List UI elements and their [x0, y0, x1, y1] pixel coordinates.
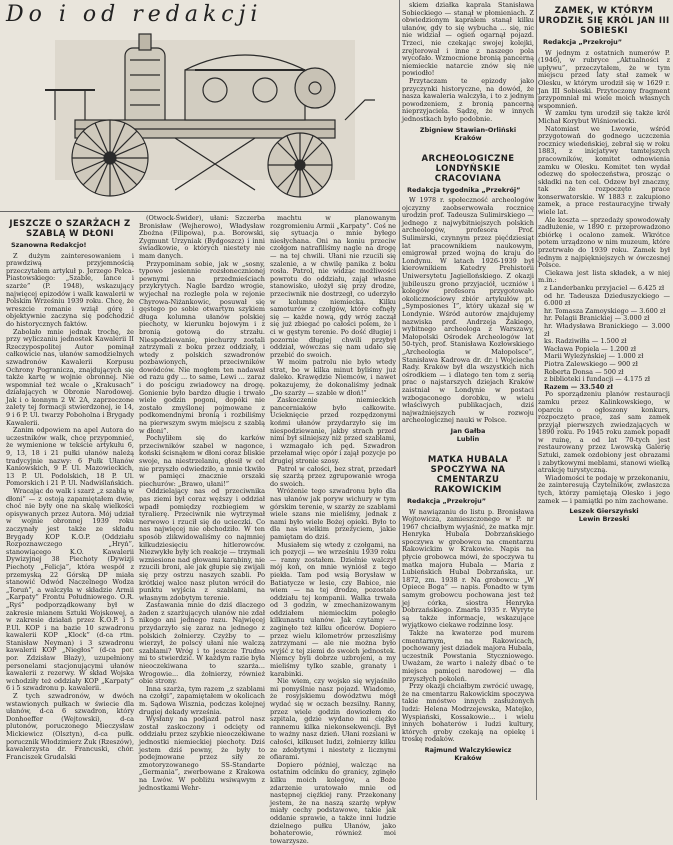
article-paragraph: Nie wiem, czy wojsko się wyjaśniło mi pomyślnie nasz pojazd. Wiadomo, że rosyjskiemu dowództwu mógł wydać się w oczach bezsilny. Ranny, przez wiele godzin dowiozłem do szpitala, gdzie wydano mi ciężko rannemu kilka niekonsekwencji. Był to ważny nasz dzień. Ułani rozsiani w całości, kilkuset ludzi, żołnierzy kilku ze zdobytymi i niestety z licznymi ofiarami.: [270, 677, 396, 762]
article-paragraph: Z tych szwadronów, w dwóch wstawionych pułkach w świecie dla ułanów, d-ca 6 szwadron, który Donhoeffer (Wejtowski), d-ca plutonów, poruczonego Mieczysław Mickiewicz (Olsztyn), d-ca pułk. porucznik Włodzimierz Żuk (Rzeszów), kawalerzysta dr. Francuski, chór. Franciszek Grudalski: [6, 692, 135, 761]
article-column-3: [270, 214, 396, 845]
article-paragraph: Przytaczam te epizody jako przyczynki historyczne, na dowód, że nasza kawaleria walczyła, i to z jednym powodzeniem, z bronią pancerną nieprzyjaciela. Sądzę, że w innych jednostkach było podobnie.: [402, 76, 534, 123]
article-paragraph: Wróżenie tego szwadronu było dla nas ułanów jak poryw wichury w tym górskim terenie, w szarży ze szablami wiele szans nie mieliśmy, jednak z nami było wiele Bożej opieki. Było to dla nas wielkim przeżyciem, jakie pamiętam do dziś.: [270, 487, 396, 541]
article-paragraph: Inna szarża, tym razem „z szablami na czołgi”, zapamiętałem w okolicach m. Sądowa Wisznia, podczas kolejnej drugiej dekady września.: [139, 684, 265, 716]
donation-list-intro: Ciekawa jest lista składek, a w niej m.in.:: [538, 268, 670, 285]
article-headline: MATKA HUBALA SPOCZYWA NA CMENTARZU RAKOWICKIM: [427, 454, 509, 495]
article-addressee: Redakcja „Przekroju”: [543, 38, 623, 46]
article-paragraph: (Otwock-Świder), ułani: Szczerba Bronisław (Wejherowo), Władysław Zbożna (Filipowa), p.a. Borowski, Zygmunt Urzyniak (Bydgoszcz) i inni świadkowie, o których niestety nie mam danych.: [139, 214, 265, 260]
article-salutation: Szanowna Redakcjo!: [11, 241, 87, 249]
article-column-1: [6, 215, 134, 797]
article-paragraph: Zaskoczenie niemieckich pancerniaków było całkowite. Ucieknięcie przed rozpędzonymi końmi ułanów przydarzyło się im niespodziewanie, jakby strach przed nimi był silniejszy niż przed szablami, i wzmagało ich pęd. Szwadron przełamał więc opór i zajął pozycje po drugiej stronie szosy.: [270, 396, 396, 465]
article-paragraph: skiem działka kaprala Stanisława Sobieckiego — stanął w płomieniach. Z obwiedzionym kapralem stanął kilku ułanów, gdy to się wybucha ... się, nic nie widział — ogień ogarnął pojazd. Trzeci, nie czekając swojej kolejki, zrejterował i inne z naszego pola wycofało. Wzmocnione bronią pancerną niemieckie natarcie znów się nie powiodło!: [402, 1, 534, 78]
article-paragraph: Natomiast we Lwowie, wśród przygotowań do godnego uczczenia rocznicy wiedeńskiej, zebrał się w roku 1883, z inicjatywy tamtejszych pracowników, komitet odnowienia zamku w Olesku. Komitet ten wydał odezwę do społeczeństwa, prosząc o składki na ten cel. Odzew był znaczny, tak że rozpoczęto prace konserwatorskie. W 1883 r. zakupiono zamek, a prace restauracyjne trwały wiele lat.: [538, 124, 670, 217]
article-headline: ARCHEOLOGICZNE LONDYŃSKIE CRACOVIANA: [421, 153, 515, 184]
article-paragraph: Wiadomości te podaję w przekonaniu, że zainteresują Czytelników, zwłaszcza tych, którzy pamiętają Olesko i jego zamek — i pamiątki po nim zachowane.: [538, 473, 670, 505]
article-paragraph: Z dużym zainteresowaniem i prawdziwą przyjemnością przeczytałem artykuł p. Jerzego Pelca-Piastowskiego: „Szable, lance i szarże” (P. 1948), wskazujący najwięcej epizodów i walk kawalerii w Polskim Wrześniu 1939 roku. Chcę, że wreszcie romanie wziął górę i objektywnie zaczyna się podchodzić do historycznych faktów.: [6, 251, 134, 328]
article-headline: ZAMEK, W KTÓRYM URODZIŁ SIĘ KRÓL JAN III SOBIESKI: [538, 6, 670, 36]
header-illustration-panel: [0, 0, 400, 212]
article-paragraph: machtu w planowanym rozgromieniu Armii „Karpaty”. Coś ne się sytuacja o mnie byłego niesłychana. Oni na koniu przeciw czołgom natrafiliśmy nagle na drogę — na tej chwili. Ułani nie rzucili się szalenie, a w chwilę panika z boku rosła. Patrol, nie widząc możliwości powrotu do oddziału, zajął własne stanowisko, ułożył się przy drodze, przeciwnik nie dostrzegł, co uderzyło w kolumnę niemiecką. Kilku samoturów z czołgów, które cofnęły się — każde nową, gdy wróg zaczął się już zbiegać po całości polem, że i ci w gęstym terenie. Po dość długiej i pozornie długiej chwili przybył oddział, wówczas się nam udało się przebić do swoich.: [270, 214, 396, 359]
article-paragraph: Wracając do walk i szarż „z szablą w dłoni” — z ostoją zapamiętałem dwie, choć nie były one na skalę wielkości opisywanych przez Autora. Mój udział w wojnie obronnej 1939 roku zaczynały jest także ze składu Brygady KOP K.O.P. (Oddziału Rozpoznawczego „Hryń”, stanowiącego K.O. Kawalerii Dywizyjnej 38 Piechoty (Dywizji Piechoty „Felicja”, która wespół z przemyską 22 Górską DP miała stanowić Odwód Naczelnego Wodza „Toruń”, a walczyła w składzie Armii „Karpaty” Frontu Południowego. O.R. „Ryś” podporządkowany był w zakresie mianem Sztuki Wojskowej, a w zakresie działań przez K.O.P. i 5 P.Ul. KOP i na bazie 10 szwadronu kawalerii KOP „Klock” (d-ca rtm. Stanisław Neyman) i 3 szwadronu kawalerii KOP „Niegłos” (d-ca por. por. Zdzisław Błaży), uzupełniony personelami stacjonującymi ułanów kawalerii z rezerwy. W skład Wojska wchodziły też oddziały KOP „Karpaty” 6 i 5 szwadronu p. kawalerii.: [6, 487, 134, 693]
article-paragraph: Dopiero później, walcząc na ostatnim odcinku do granicy, zginęło kilku moich kolegów, a Boże zdarzenie uratowało mnie od następnej ciężkiej rany. Przekonany jestem, że na naszą szarżę wpływ miały cechy podstawowe, takie jak oddanie sprawie, a także inni ludzie dzielnego pułku Ułanów, jako bohaterowie, również moi towarzysze.: [270, 760, 396, 845]
article-paragraph: W jednym z ostatnich numerów P. (1946), w rubryce „Aktualności z upływu”, przeczytałem, że w tym miejscu przed laty stał zamek w Olesku, w którym urodził się w 1629 r. Jan III Sobieski. Przytoczony fragment przypomniał mi wiele moich własnych wspomnień.: [538, 48, 670, 110]
article-addressee: Redakcja tygodnika „Przekrój”: [407, 185, 521, 194]
donation-item: hr. Władysława Branickiego — 3.000 zł: [544, 321, 670, 338]
article-paragraph: Zastawania mnie do dziś dlaczego żaden z szarżujących ułanów nie zdał nikogo ani jednego razu. Najwięcej przydarzyło się zaraz na jednego z polskich żołnierzy. Czyżby to — wierzył, że polscy ułani nie walczą szablami? Wróg i to jeszcze Trudno mi to stwierdzić. W każdym razie była nieoczekiwana to szarża... Wrogowie... dla żołnierzy, również obie strony.: [139, 601, 265, 686]
author-signature: Leszek Gierszyński Lewin Brzeski: [569, 507, 639, 524]
section-title: Do i od redakcji: [6, 2, 263, 27]
author-signature: Rajmund Walczykiewicz Kraków: [424, 745, 512, 762]
article-paragraph: W zamku tym urodził się także król Michał Korybut Wiśniowiecki.: [538, 109, 670, 125]
donation-item: z Landerbanku przyjaciel — 6.425 zł: [544, 284, 665, 292]
donation-item: Marii Wyleżyńskiej — 1.000 zł: [544, 352, 644, 361]
donation-total: Razem — 33.540 zł: [544, 382, 613, 391]
article-paragraph: Przypominam sobie, jak w „sosny, typowo jesiennie rozsłonecznionej pewnymi na przedmieściach przykrytych. Nagle bardzo wrogie, wyjechał na rozległe pola w rejonie Chyrowa-Niżankowic, posuwał się gęstego po sobie otwartym szykiem długa kolumna ułanów polskiej piechoty, w kierunku bojowym i z bronią gotową do strzału. Niespodziewanie, piechurzy zostali zatrzymali z boku przez oddziały, i wtedy z polskich szwadronów pozbawionych, przeciwników dowódców. Nie mogłem ten nadawał od razu gdy ... to same, Lewi ... zaraz i do pościgu zwiadowcy na drogę. Gonienie było bardzo długie i trwało wiele godzin pogoni, dopóki nie zostało zmyślonej pojmowane z podkomendnymi bronią i rozbiliśmy na pierwszym swym miejscu z szablą w dłoni”.: [139, 259, 265, 435]
article-paragraph: Oddzielający nas od przeciwnika pas ziemi był coraz węższy i oddział wpadł pomiędzy rozbiegiem w tyralierę. Przeciwnik nie wytrzymał nerwowo i rzucił się do ucieczki. Co nas najwięcej nie obchodziło. W ten sposób zlikwidowaliśmy co najmniej kilkudziesięciu hitlerowców. Niezwykłe były ich reakcje — trzymali wzniesione nad głowami karabiny, nie rzucili broni, ale jak głupie się zwijali się przy ostrzu naszych szabli. Po krótkiej walce nasz pluton wrócił do punktu wyjścia z szablami, na własnym zdobytym terenie.: [139, 487, 265, 602]
donation-item: hr. Pelagii Branickiej — 3.000 zł: [544, 314, 650, 323]
donation-item: hr. Tomasza Zamoyskiego — 3.600 zł: [544, 306, 666, 315]
article-paragraph: Ale koszta — sprzedaży spowodowały zadłużenie, w 1890 r. przeprowadzono zbiórkę i ocalono zamek. Wkrótce potem urządzono w nim muzeum, które przetrwało do 1939 roku. Zamek był jednym z najpiękniejszych w ówczesnej Polsce.: [538, 215, 670, 270]
donation-item: z biblioteki i fundacji — 4.175 zł: [544, 375, 651, 384]
vintage-fire-engine-illustration: [15, 30, 385, 208]
donation-list: [538, 285, 670, 391]
article-paragraph: Po sporządzeniu planów restauracji zamku przez Kalinkowskiego, w oparciu o ogłoszony konkurs, rozpoczęto prace, zaś sam zamek przyjął pierwszych zwiedzających w 1890 roku. Po 1945 roku zamek popadł w ruinę, a od lat 70-tych jest restaurowany przez Lwowską Galerię Sztuki, zamek ozdobiony jest obrazami i zabytkowymi meblami, stanowi wielką atrakcję turystyczną.: [538, 390, 670, 475]
article-paragraph: Zanim odpowiem na apel Autora do uczestników walk, chcę przypomnieć, że wymienione w tekście artykułu 6, 9, 13, 18 i 21 pułki ułanów należą tradycyjnie nazwy: 6 Pułk Ułanów Kaniowskich, 9 P. Ul. Mazowieckich, 13 P. Ul. Podolskich, 18 P. Ul. Pomorskich i 21 P. Ul. Nadwiślańskich.: [6, 426, 134, 488]
article-column-5: [538, 2, 670, 797]
article-headline: JESZCZE O SZARŻACH Z SZABLĄ W DŁONI: [9, 219, 131, 239]
article-paragraph: Musiałem się wtedy z czołgami, na ich pozycji — we wrześniu 1939 roku — ranny zostałem. Dzielnie walczył mój koń, on mnie wyniósł z tego piekła. Tam pod wsią Borysław w Batiatycze w lesie, czy Babice, nie wiem — na tej drodze, pozostało oddziału tej kompanii. Walka trwała od 3 godzin, w zmechanizowanym oddziałem niemieckim poległo kilkunastu ułanów. Jak czytamy — zaginęło też kilku oficerów. Dopiero przez wielu kilometrów przeszliśmy zatrzymani — ale nie można było wyjść z tej ziemi do swoich jednostek. Niemcy byli dobrze uzbrojeni, a my mieliśmy tylko szable, granaty i karabinki.: [270, 540, 396, 678]
donation-item: ks. Radziwiłła — 1.500 zł: [544, 337, 627, 346]
donation-item: Roberta Donsa — 500 zł: [544, 367, 624, 376]
column-divider: [536, 0, 537, 800]
article-paragraph: W nawiązaniu do listu p. Bronisława Wojtowicza, zamieszczonego w P. nr 1967 chciałbym wyjaśnić, że matka mjr. Henryka Hubala Dobrzańskiego spoczywa w grobowcu na cmentarzu Rakowickim w Krakowie. Napis na płycie grobowca mówi, że spoczywa tu matka majora Hubala — Maria z Lubieńskich Hubal Dobrzańska, ur. 1872, zm. 1938 r. Na grobowcu: „W Opiece Boga” — napis. Ponadto w tym samym grobowcu pochowana jest też jej córka, siostra Henryka Dobrzańskiego. Zmarła 1935 r. Wyryte są także informacje, wskazujące wyjątkowo ciekawe rodzinne losy.: [402, 507, 534, 630]
article-addressee: Redakcja „Przekroju”: [407, 496, 487, 505]
article-paragraph: W 1978 r. społeczność archeologów ojczyzny zaobserwowała rocznicę urodzin prof. Tadeusza Sulimirskiego — jednego z najwybitniejszych polskich archeologów, profesora Prof. Sulimirski, czynnym przez pięćdziesiąt lat pracownikiem naukowym, emigrował przed wojną do kraju do Londynu. W latach 1926-1939 był kierownikiem Katedry Prehistorii Uniwersytetu Jagiellońskiego. Z okazji jubileuszu grono przyjaciół, uczniów i kolegów profesora przygotowało okolicznościowy zbiór artykułów pt. „Symposiones I”, który ukazał się w Londynie. Wśród autorów znajdujemy nazwiska prof. Andrzeja Żakiego, wybitnego archeologa z Warszawy, Małopolski Ośrodek Archeologów lat 50-tych, prof. Stanisława Kozłowskiego „Archeologia w Małopolsce”, Stanisława Kadrowa dr. dr. i Wojciecha Rady. Kraków był dla wszystkich nich ośrodkiem — i dlatego ten tom z serią prac o najstarszych dziejach Kraków zaistniał w Londynie w postaci wzbogaconego dorobku, w wielu właściwych publikacjach, dziś najważniejszych w rozwoju archeologicznej nauki w Polsce.: [402, 196, 534, 425]
donation-item: Piotra Zalewskiego — 900 zł: [544, 359, 638, 368]
donation-item: Wacława Popiela — 1.200 zł: [544, 344, 637, 353]
author-signature: Zbigniew Stawian-Orliński Kraków: [419, 125, 517, 142]
column-divider: [399, 0, 400, 800]
article-paragraph: Zabolało mnie jednak trochę, że przy wyliczaniu jednostek Kawalerii II Rzeczypospolitej Autor pominął całkowicie nas, ułanów samodzielnych szwadronów Kawalerii Korpusu Ochrony Pogranicza, znajdujących się także kartę w wojnie obronnej. Nie wspomniał też wcale o „Krakusach” działających w Obronie Narodowej. Jak i o konnym 2 W. 2A, zaprzeczone zalety tej formacji stwierdzonej, ie 14, 9 i 6 P. Ul. twarzy Poboholna i Brygady Kawalerii.: [6, 327, 134, 427]
article-paragraph: Także na kwaterze pod murem cmentarnym, na Rakowicach, pochowany jest dziadek majora Hubala, uczestnik Powstania Styczniowego. Uważam, że warto i należy dbać o te miejsca pamięci narodowej — dla przyszłych pokoleń.: [402, 629, 534, 683]
article-column-2: [139, 215, 265, 797]
article-paragraph: W moim patrolu nie było wtedy strat, bo w kilka minut byliśmy już daleko. Krawędzie Niemców, i nawet pokazujemy, że dokonaliśmy jednak „Do szarży — szable w dłoń!”: [270, 358, 396, 397]
article-paragraph: Patrol w całości, bez strat, przedarł się szarżą przez zgrupowanie wroga do swoich.: [270, 464, 396, 488]
author-signature: Jan Gałba Lublin: [450, 426, 486, 443]
article-paragraph: Przy okazji chciałbym zwrócić uwagę, że na cmentarzu Rakowickim spoczywa takie mnóstwo innych zasłużonych ludzi: Helena Modrzejewska, Matejko, Wyspiański, Kossakowie... i wielu innych bohaterów i ludzi kultury, których groby czekają na opiekę i troskę rodaków.: [402, 682, 534, 744]
article-paragraph: Pochyliłem się do karków przeciwników szabel w nagonce, koński ścisnąłem w dłoni coraz bliskie swoje, na niestrzelaniu, głosił w cel nie przyszło odwiedziło, a mnie tkwiło w pamięci znacznie orszaki piechurów: „Brawo, ułani!”: [139, 434, 265, 488]
article-paragraph: Wysłany na podjazd patrol nasz został zaskoczony i odcięty od oddziału przez szybkie nieoczekiwane jednostki niemieckiej piechoty. Dziś jestem dziś pewny, że były to podejmowane przez siły ze zmotoryzowanego SS-Standarte „Germania”, zwerbowane z Krakowa na Lwów. W pobliżu wsiwąwym z jednostkami Wehr-: [139, 715, 265, 792]
article-column-4: [402, 2, 534, 797]
donation-item: od hr. Tadeusza Dzieduszyckiego — 6.000 zł: [544, 291, 670, 308]
